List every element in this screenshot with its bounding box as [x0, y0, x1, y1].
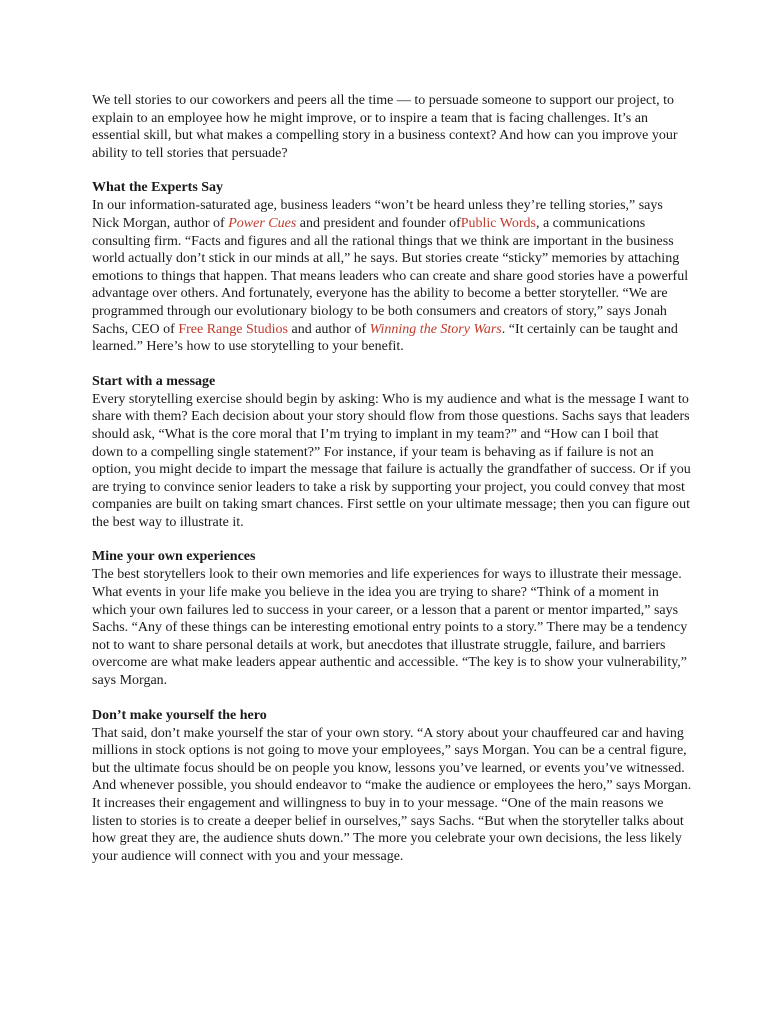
free-range-studios-link[interactable]: Free Range Studios [178, 321, 288, 337]
message-paragraph: Every storytelling exercise should begin by asking: Who is my audience and what is the message I want to share with them? Each decision about your story should flow from those questions. Sachs says that leaders should ask, “What is the core moral that I’m trying to implant in my team?” and “How can I boil that down to a compelling single statement?” For instance, if your team is behaving as if failure is not an option, you might decide to impart the message that failure is actually the grandfather of success. Or if you are trying to convince senior leaders to take a risk by supporting your project, you could convey that most companies are built on taking smart chances. First settle on your ultimate message; then you can figure out the best way to illustrate it. [92, 391, 691, 530]
experts-text-5: . “It certainly can be taught and learned.” Here’s how to use storytelling to your benefit. [92, 321, 678, 355]
experiences-paragraph: The best storytellers look to their own memories and life experiences for ways to illustrate their message. What events in your life make you believe in the idea you are trying to share? “Think of a moment in which your own failures led to success in your career, or a lesson that a parent or mentor imparted,” says Sachs. “Any of these things can be interesting emotional entry points to a story.” There may be a tendency not to want to share personal details at work, but anecdotes that illustrate struggle, failure, and barriers overcome are what make leaders appear authentic and accessible. “The key is to show your vulnerability,” says Morgan. [92, 567, 688, 689]
section-heading-hero: Don’t make yourself the hero [92, 707, 267, 723]
experts-text-3: , a communications consulting firm. “Facts and figures and all the rational things that we think are important in the business world actually don’t stick in our minds at all,” he says. But stories create “sticky” memories by attaching emotions to things that happen. That means leaders who can create and share good stories have a powerful advantage over others. And fortunately, everyone has the ability to become a better storyteller. “We are programmed through our evolutionary biology to be both consumers and creators of story,” says Jonah Sachs, CEO of [92, 215, 689, 337]
hero-paragraph: That said, don’t make yourself the star of your own story. “A story about your chauffeured car and having millions in stock options is not going to move your employees,” says Morgan. You can be a central figure, but the ultimate focus should be on people you know, lessons you’ve learned, or events you’ve witnessed. And whenever possible, you should endeavor to “make the audience or employees the hero,” says Morgan. It increases their engagement and willingness to buy in to your message. “One of the main reasons we listen to stories is to create a deeper belief in ourselves,” says Sachs. “But when the storyteller talks about how great they are, the audience shuts down.” The more you celebrate your own decisions, the less likely your audience will connect with you and your message. [92, 725, 692, 864]
intro-paragraph: We tell stories to our coworkers and peers all the time — to persuade someone to support our project, to explain to an employee how he might improve, or to inspire a team that is facing challenges. It’s an essential skill, but what makes a compelling story in a business context? And how can you improve your ability to tell stories that persuade? [92, 93, 678, 161]
section-heading-experiences: Mine your own experiences [92, 549, 256, 565]
public-words-link[interactable]: Public Words [460, 215, 536, 231]
experts-text-1: In our information-saturated age, business leaders “won’t be heard unless they’re telling stories,” says Nick Morgan, author of [92, 198, 663, 231]
experts-paragraph [92, 197, 692, 355]
section-heading-experts: What the Experts Say [92, 180, 224, 196]
power-cues-link[interactable]: Power Cues [228, 215, 297, 231]
story-wars-link[interactable]: Winning the Story Wars [369, 321, 502, 337]
section-heading-message: Start with a message [92, 373, 216, 389]
experts-text-4: and author of [287, 321, 370, 337]
experts-text-2: and president and founder of [296, 215, 461, 231]
article-body [92, 92, 692, 882]
